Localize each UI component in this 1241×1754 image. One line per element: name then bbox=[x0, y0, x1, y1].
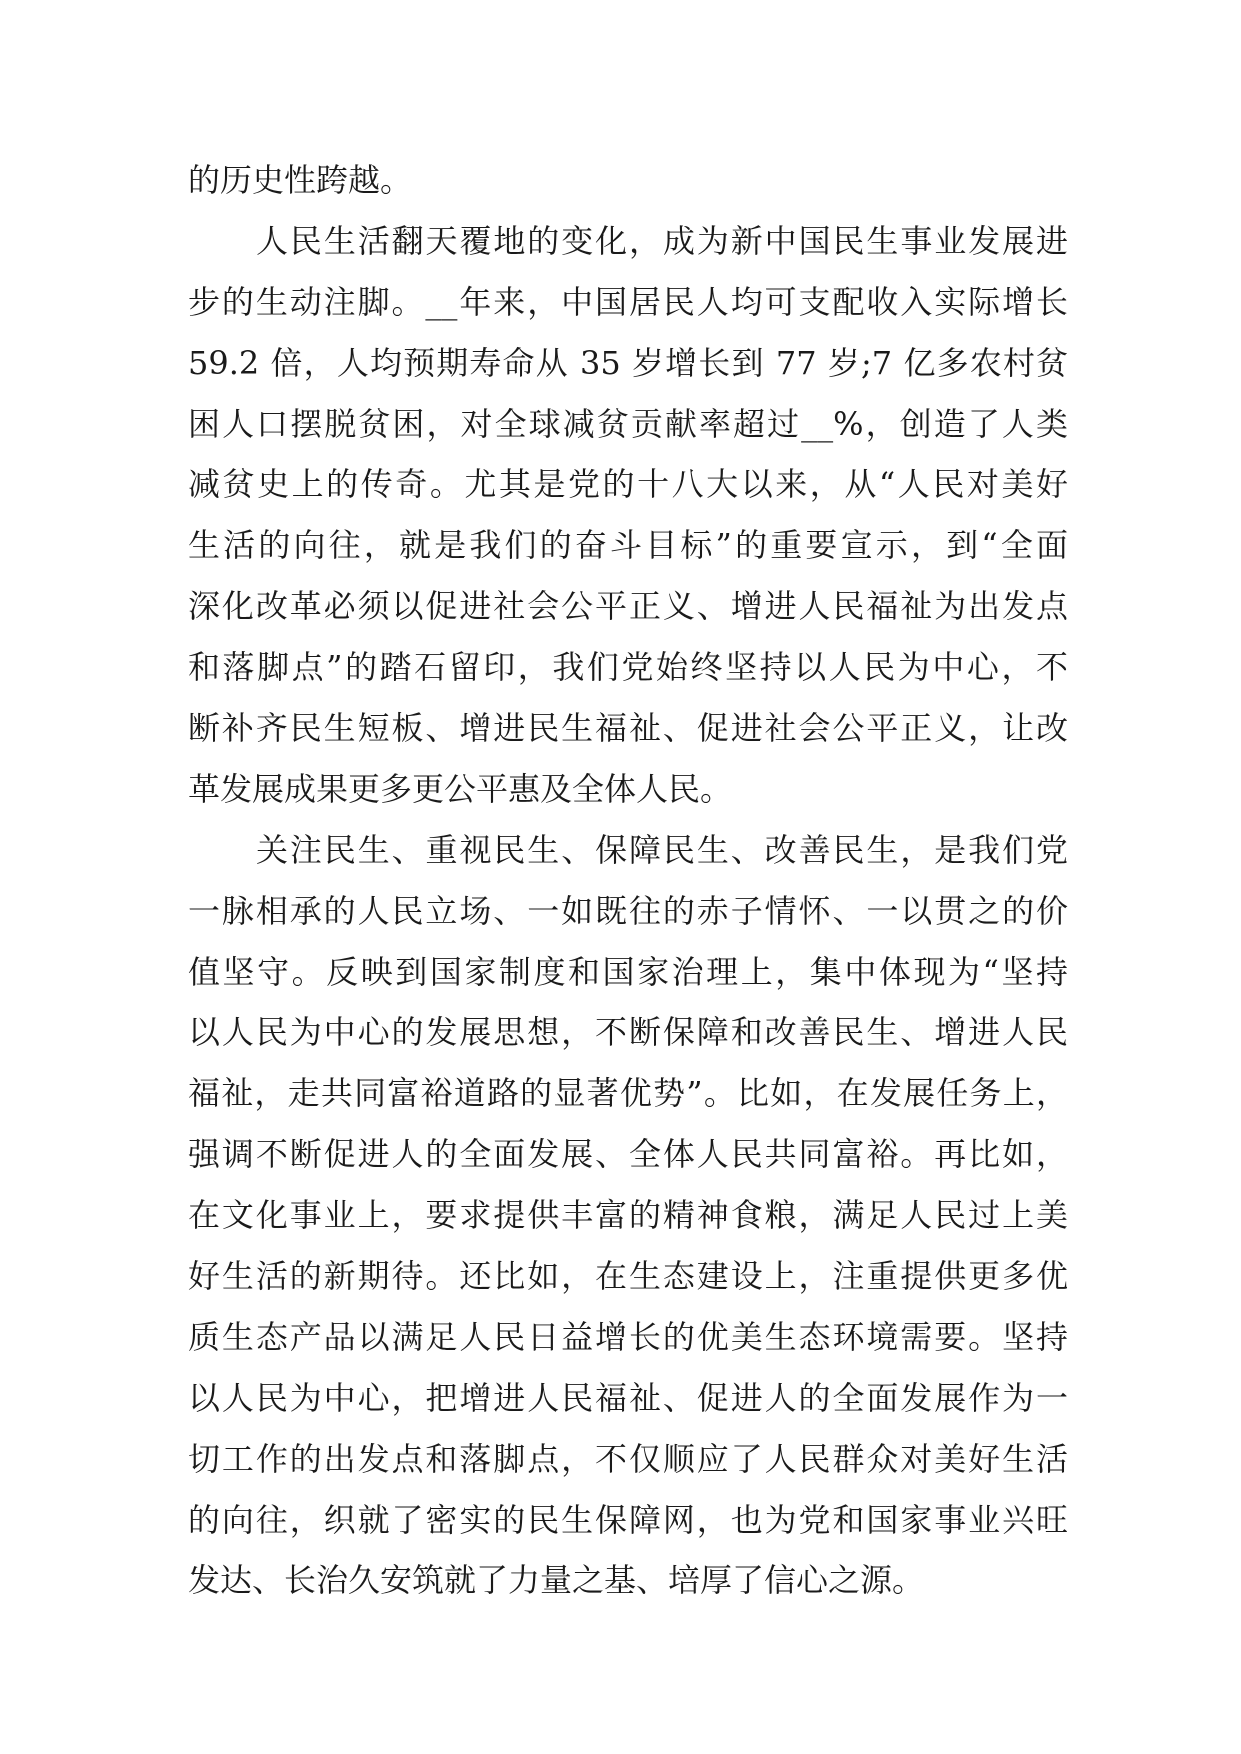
paragraph-2-line-5: 减贫史上的传奇。尤其是党的十八大以来，从“人民对美好 bbox=[188, 465, 1068, 504]
paragraph-2-line-3: 59.2 倍，人均预期寿命从 35 岁增长到 77 岁;7 亿多农村贫 bbox=[188, 343, 1068, 382]
paragraph-3-line-7: 在文化事业上，要求提供丰富的精神食粮，满足人民过上美 bbox=[188, 1196, 1068, 1235]
paragraph-2-line-1: 人民生活翻天覆地的变化，成为新中国民生事业发展进 bbox=[256, 221, 1068, 260]
paragraph-3-line-2: 一脉相承的人民立场、一如既往的赤子情怀、一以贯之的价 bbox=[188, 891, 1068, 930]
paragraph-3-line-8: 好生活的新期待。还比如，在生态建设上，注重提供更多优 bbox=[188, 1257, 1068, 1296]
paragraph-2-line-4: 困人口摆脱贫困，对全球减贫贡献率超过__%，创造了人类 bbox=[188, 404, 1068, 443]
paragraph-2-line-6: 生活的向往，就是我们的奋斗目标”的重要宣示，到“全面 bbox=[188, 526, 1068, 565]
paragraph-2-line-10: 革发展成果更多更公平惠及全体人民。 bbox=[188, 769, 733, 808]
paragraph-3-line-13: 发达、长治久安筑就了力量之基、培厚了信心之源。 bbox=[188, 1561, 925, 1600]
paragraph-3-line-11: 切工作的出发点和落脚点，不仅顺应了人民群众对美好生活 bbox=[188, 1439, 1068, 1478]
paragraph-3-line-9: 质生态产品以满足人民日益增长的优美生态环境需要。坚持 bbox=[188, 1317, 1068, 1356]
paragraph-3-line-10: 以人民为中心，把增进人民福祉、促进人的全面发展作为一 bbox=[188, 1378, 1068, 1417]
paragraph-3-line-6: 强调不断促进人的全面发展、全体人民共同富裕。再比如， bbox=[188, 1135, 1068, 1174]
paragraph-2-line-9: 断补齐民生短板、增进民生福祉、促进社会公平正义，让改 bbox=[188, 709, 1068, 748]
paragraph-3-line-4: 以人民为中心的发展思想，不断保障和改善民生、增进人民 bbox=[188, 1013, 1068, 1052]
paragraph-1-line-1: 的历史性跨越。 bbox=[188, 161, 413, 199]
paragraph-3-line-12: 的向往，织就了密实的民生保障网，也为党和国家事业兴旺 bbox=[188, 1500, 1068, 1539]
paragraph-2-line-8: 和落脚点”的踏石留印，我们党始终坚持以人民为中心，不 bbox=[188, 648, 1068, 687]
paragraph-3-line-5: 福祉，走共同富裕道路的显著优势”。比如，在发展任务上， bbox=[188, 1074, 1068, 1113]
paragraph-2-line-7: 深化改革必须以促进社会公平正义、增进人民福祉为出发点 bbox=[188, 587, 1068, 626]
paragraph-2-line-2: 步的生动注脚。__年来，中国居民人均可支配收入实际增长 bbox=[188, 282, 1068, 321]
paragraph-3-line-1: 关注民生、重视民生、保障民生、改善民生，是我们党 bbox=[256, 830, 1068, 869]
document-body bbox=[188, 150, 1068, 1611]
paragraph-3-line-3: 值坚守。反映到国家制度和国家治理上，集中体现为“坚持 bbox=[188, 952, 1068, 991]
